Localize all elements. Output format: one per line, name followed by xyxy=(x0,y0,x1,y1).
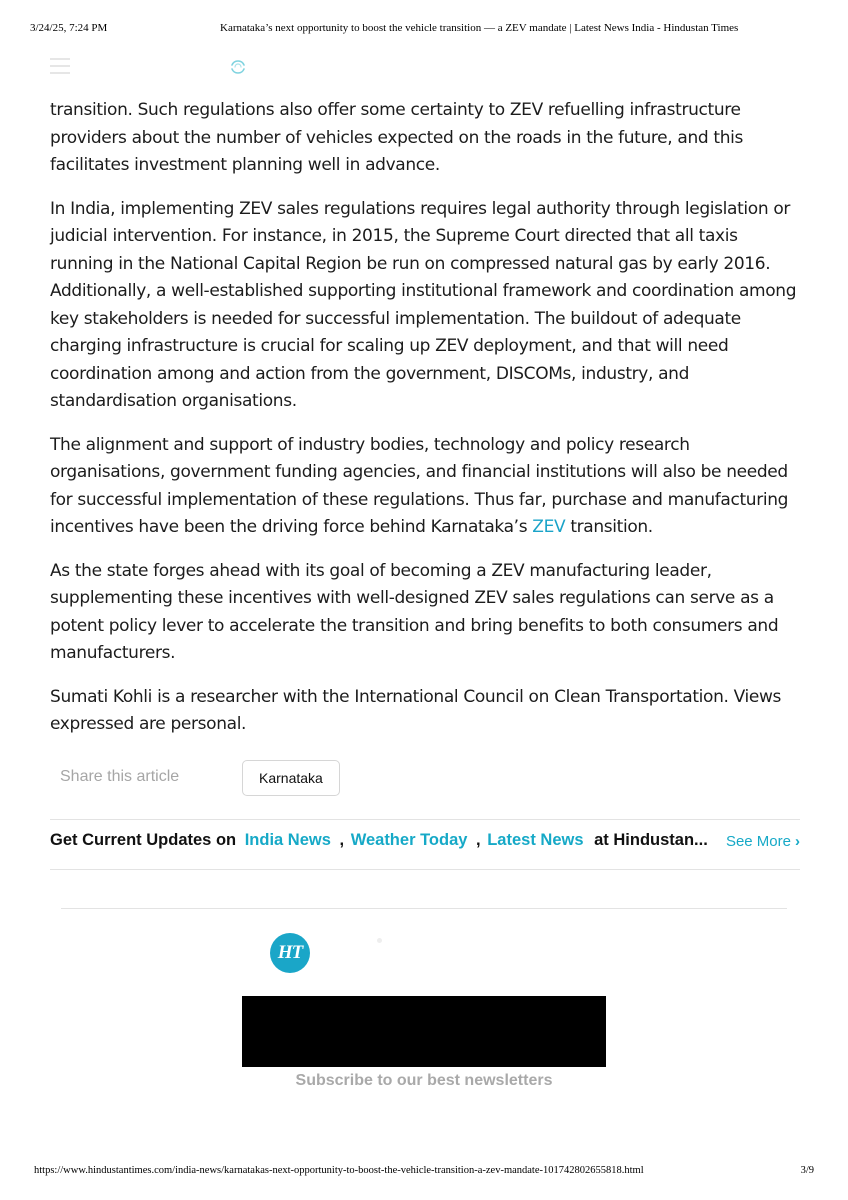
article-paragraph xyxy=(50,432,800,542)
print-footer xyxy=(34,1165,814,1179)
share-row xyxy=(60,760,800,798)
newsletter-banner xyxy=(242,996,606,1067)
latest-news-link[interactable]: Latest News xyxy=(487,831,584,849)
hamburger-icon[interactable] xyxy=(50,58,70,79)
updates-suffix: at Hindustan... xyxy=(594,831,708,849)
article-paragraph: As the state forges ahead with its goal of becoming a ZEV manufacturing leader, supplementing these incentives with well-designed ZEV sales regulations can serve as a potent policy lever to accelerate the transition and bring benefits to both consumers and manufacturers. xyxy=(50,560,779,663)
paragraph-text: transition. xyxy=(565,517,653,537)
weather-today-link[interactable]: Weather Today xyxy=(350,831,468,849)
updates-prefix: Get Current Updates on xyxy=(50,831,237,849)
paragraph-text: The alignment and support of industry bodies, technology and policy research organisations, government funding agencies, and financial institutions will also be needed for successful implementation of these regulations. Thus far, purchase and manufacturing incentives have been the driving force behind Karnataka’s xyxy=(50,434,789,537)
faint-dot xyxy=(377,938,382,943)
current-updates-bar xyxy=(50,831,800,857)
separator: , xyxy=(476,831,481,849)
divider xyxy=(61,908,787,909)
print-page-number: 3/9 xyxy=(800,1165,814,1176)
tag-karnataka[interactable]: Karnataka xyxy=(242,760,340,796)
print-url: https://www.hindustantimes.com/india-news/karnatakas-next-opportunity-to-boost-the-vehicle-transition-a-zev-mandate-101742802655818.html xyxy=(34,1165,644,1176)
article-body xyxy=(50,97,800,755)
zev-link[interactable]: ZEV xyxy=(532,517,566,537)
article-paragraph: transition. Such regulations also offer some certainty to ZEV refuelling infrastructure providers about the number of vehicles expected on the roads in the future, and this facilitates investment planning well in advance. xyxy=(50,100,743,175)
author-bio: Sumati Kohli is a researcher with the International Council on Clean Transportation. Views expressed are personal. xyxy=(50,686,782,734)
ht-logo[interactable]: HT xyxy=(270,933,310,973)
print-header xyxy=(30,22,818,36)
divider xyxy=(50,819,800,820)
chevron-right-icon: › xyxy=(795,833,800,850)
divider xyxy=(50,869,800,870)
spinner-icon xyxy=(229,57,247,82)
separator: , xyxy=(339,831,345,849)
india-news-link[interactable]: India News xyxy=(244,831,331,849)
print-page-title: Karnataka’s next opportunity to boost the vehicle transition — a ZEV mandate | Latest News India - Hindustan Times xyxy=(220,22,739,34)
share-article-button[interactable]: Share this article xyxy=(60,768,180,785)
article-paragraph: In India, implementing ZEV sales regulations requires legal authority through legislation or judicial intervention. For instance, in 2015, the Supreme Court directed that all taxis running in the National Capital Region be run on compressed natural gas by early 2016. Additionally, a well-established supporting institutional framework and coordination among key stakeholders is needed for successful implementation. The buildout of adequate charging infrastructure is crucial for scaling up ZEV deployment, and that will need coordination among and action from the government, DISCOMs, industry, and standardisation organisations. xyxy=(50,198,797,411)
see-more-button[interactable] xyxy=(726,833,800,850)
see-more-label: See More xyxy=(725,833,791,850)
subscribe-newsletters-text[interactable]: Subscribe to our best newsletters xyxy=(295,1072,553,1089)
print-date: 3/24/25, 7:24 PM xyxy=(30,22,108,34)
